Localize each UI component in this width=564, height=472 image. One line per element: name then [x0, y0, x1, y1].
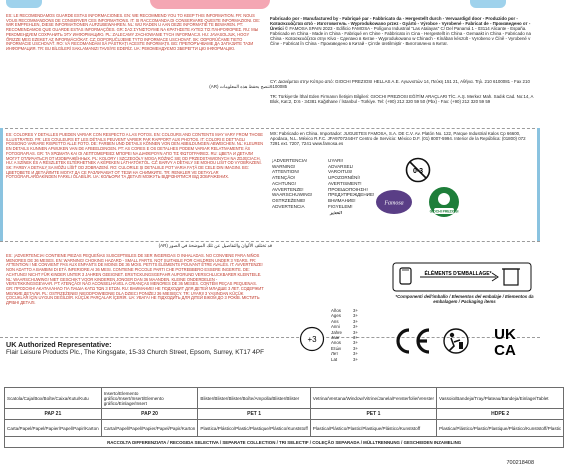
tidyman-icon [443, 326, 469, 356]
table-cell: Vetrina/Ventana/Window/Vitrine/Janela/Fensterfolie/Venster [310, 388, 436, 409]
packaging-components: *Componenti dell'imballo / Elementos del embalaje / Elementos da embalagem / Packaging items [395, 294, 534, 305]
table-cell: PAP 21 [5, 409, 102, 420]
table-cell: Plastica/Plástico/Plastic/Plastique/Plástico/Kunststoff/Plastic [437, 420, 564, 437]
warning-words-col2: UYARI! ADVARSEL! VAROITUS! UPOZORNĚNÍ! AVERTISMENT! ΠΡΟΕΙΔΟΠΟΙΗΣΗ! ПРЕДУПРЕЖДЕНИЕ! ВНИМАНИЕ! FIGYELEM! [328, 158, 375, 209]
svg-text:UK: UK [494, 326, 516, 343]
recycling-table [4, 387, 564, 448]
warning-block-2: ES: COLORES Y DETALLES PUEDEN VARIAR CON RESPECTO A LAS FOTOS. EN: COLOURS AND CONTENTS MAY VARY FROM THOSE ILLUSTRATED. FR: LES COULEURS ET LES DÉTAILS PEUVENT VARIER PAR RAPPORT AUX PHOTOS. IT: COLORI E DETTAGLI POSSONO VARIARE RISPETTO ALLE FOTO. DE: FARBEN UND DETAILS KÖNNEN VON DEN ABBILDUNGEN ABWEICHEN. NL: KLEUREN EN DETAILS KUNNEN AFWIJKEN VAN DE AFBEELDINGEN. PT: AS CORES E OS DETALHES PODEM VARIAR RELATIVAMENTE ÀS FOTOGRAFIAS. GR: ΤΑ ΧΡΩΜΑΤΑ ΚΑΙ ΟΙ ΛΕΠΤΟΜΕΡΕΙΕΣ ΜΠΟΡΕΙ ΝΑ ΔΙΑΦΕΡΟΥΝ ΑΠΟ ΤΙΣ ΦΩΤΟΓΡΑΦΙΕΣ. RU: ЦВЕТА И ДЕТАЛИ МОГУТ ОТЛИЧАТЬСЯ ОТ ИЗОБРАЖЁННЫХ. PL: KOLORY I SZCZEGÓŁY MOGĄ RÓŻNIĆ SIĘ OD PRZEDSTAWIONYCH NA ZDJĘCIACH. HU: A SZÍNEK ÉS A RÉSZLETEK ELTÉRHETNEK A KÉPEKEN LÁTHATÓKTÓL. CZ: BARVY A DETAILY SE MOHOU LIŠIT OD VYOBRAZENÍ. SK: FARBY A DETAILY SA MÔŽU LÍŠIŤ OD ZOBRAZENÍ. RO: CULORILE ȘI DETALIILE POT VARIA FAȚĂ DE CELE DIN IMAGINI. BG: ЦВЕТОВЕТЕ И ДЕТАЙЛИТЕ МОГАТ ДА СЕ РАЗЛИЧАВАТ ОТ ТЕЗИ НА СНИМКИТЕ. TR: RENKLER VE DETAYLAR FOTOĞRAFLARDAKİNDEN FARKLI OLABİLİR. UA: КОЛЬОРИ ТА ДЕТАЛІ МОЖУТЬ ВІДРІЗНЯТИСЯ ВІД ЗОБРАЖЕНИХ. [6, 132, 264, 180]
giochi-preziosi-logo-icon [428, 186, 460, 218]
svg-text:ÉLÉMENTS D'EMBALLAGE*: ÉLÉMENTS D'EMBALLAGE* [424, 271, 492, 277]
table-cell: Carta/Papel/Papel/Papier/Papel/Papir/Karton [101, 420, 198, 437]
ce-mark-icon [392, 326, 432, 356]
table-cell: Carta/Papel/Papel/Papier/Papel/Papir/Karton [5, 420, 102, 437]
table-cell: Blister/Blister/Blister/Boîte/Ampolla/Blister/Blister [198, 388, 310, 409]
table-cell: HDPE 2 [437, 409, 564, 420]
blue-tab-left [6, 0, 42, 8]
side-band-left [0, 128, 3, 241]
age-plus-3-icon [299, 326, 325, 352]
svg-text:GIOCHI PREZIOSI: GIOCHI PREZIOSI [429, 209, 459, 214]
blue-tab-right [470, 0, 506, 8]
side-band-right [537, 128, 540, 241]
warning-block-1: ES: LE RECOMENDAMOS GUARDE ESTAS INFORMACIONES. EN: WE RECOMMEND YOU TO KEEP THIS INFORMATION. FR: NOUS VOUS RECOMMANDONS DE CONSERVER CES INFORMATIONS. IT: SI RACCOMANDA DI CONSERVARE QUESTE INFORMAZIONI. DE: WIR EMPFEHLEN, DIESE INFORMATIONEN AUFZUBEWAHREN. NL: WIJ RADEN U AAN DEZE INFORMATIE TE BEWAREN. PT: RECOMENDAMOS QUE GUARDE ESTAS INFORMAÇÕES. GR: ΣΑΣ ΣΥΝΙΣΤΟΥΜΕ ΝΑ ΚΡΑΤΗΣΕΤΕ ΑΥΤΕΣ ΤΙΣ ΠΛΗΡΟΦΟΡΙΕΣ. RU: МЫ РЕКОМЕНДУЕМ СОХРАНИТЬ ЭТУ ИНФОРМАЦИЮ. PL: ZALECAMY ZACHOWANIE TYCH INFORMACJI. HU: JAVASOLJUK, HOGY ŐRIZZE MEG EZEKET AZ INFORMÁCIÓKAT. CZ: DOPORUČUJEME TYTO INFORMACE USCHOVAT. SK: ODPORÚČAME TIETO INFORMÁCIE USCHOVAŤ. RO: VĂ RECOMANDĂM SĂ PĂSTRAȚI ACESTE INFORMAȚII. BG: ПРЕПОРЪЧВАМЕ ДА ЗАПАЗИТЕ ТАЗИ ИНФОРМАЦИЯ. TR: BU BİLGİLERİ SAKLAMANIZI TAVSİYE EDERİZ. UA: РЕКОМЕНДУЄМО ЗБЕРЕГТИ ЦЮ ІНФОРМАЦІЮ. [6, 13, 260, 51]
uk-rep-address: Flair Leisure Products Plc., The Kingsgate, 15-33 Church Street, Epsom, Surrey, KT17 4PF [6, 349, 264, 356]
table-cell: PET 1 [310, 409, 436, 420]
table-row [5, 409, 564, 420]
table-cell: Vassoio/Bandeja/Tray/Plateau/Bandeja/Einlage/Tablet [437, 388, 564, 409]
svg-text:+3: +3 [307, 335, 317, 344]
lang-ages: 3+ 3+ 3+ 3+ 3+ 3+ 3+ 3+ 3+ 3+ [353, 308, 359, 362]
table-cell: Plastica/Plástico/Plastic/Plastique/Plástico/Kunststoff [310, 420, 436, 437]
cyprus-block: CY: Διανέμεται στην Κύπρο από: GIOCHI PREZIOSI HELLAS A.E. Αγωνιστών 14, Πεύκη 151 21, Αθήνα. Τηλ. 210 6100081 - Fax 210 6100085 [270, 79, 530, 90]
table-cell: PAP 20 [101, 409, 198, 420]
table-cell: Plastica/Plástico/Plastic/Plastique/Plástico/Kunststoff [198, 420, 310, 437]
table-cell: PET 1 [198, 409, 310, 420]
age-label: 0-3 [412, 168, 424, 175]
svg-text:Famosa: Famosa [384, 200, 404, 207]
mexico-block: MX: Fabricado en China. Importador: JUGUETES FAMOSA, S.A. DE C.V. Av. Platón No. 122, Parque Industrial Kalos Cp 66600, Apodaca, N.L. México R.F.C. JFA9707244H7 Centro de Servicio: México D.F. (01) 8007-5994. Interior de la República: (01800) 072 7291 ext. 7207, 7241 www.famosa.es [270, 131, 526, 147]
fold-line-middle [0, 241, 540, 242]
table-cell: Inserto/Elemento gráfico/Insert/Insert/Elemento gráfico/Einlage/Insert [101, 388, 198, 409]
warning-arabic: تحذير! [330, 210, 342, 215]
brand-logo-fragment [150, 0, 270, 9]
warning-block-3: ES: ¡ADVERTENCIA! CONTIENE PIEZAS PEQUEÑAS SUSCEPTIBLES DE SER INGERIDAS O INHALADAS. NO CONVIENE PARA NIÑOS MENORES DE 36 MESES. EN: WARNING! CHOKING HAZARD - SMALL PARTS. NOT SUITABLE FOR CHILDREN UNDER 3 YEARS. FR: ATTENTION ! NE CONVIENT PAS AUX ENFANTS DE MOINS DE 36 MOIS. PETITS ÉLÉMENTS POUVANT ÊTRE AVALÉS. IT: AVVERTENZE! NON ADATTO A BAMBINI DI ETÀ INFERIORE AI 36 MESI. CONTIENE PICCOLE PARTI CHE POTREBBERO ESSERE INGERITE. DE: ACHTUNG! NICHT FÜR KINDER UNTER 3 JAHREN GEEIGNET. ERSTICKUNGSGEFAHR AUFGRUND VERSCHLUCKBARER KLEINTEILE. NL: WAARSCHUWING! NIET GESCHIKT VOOR KINDEREN JONGER DAN 36 MAANDEN. KLEINE ONDERDELEN - VERSTIKKINGSGEVAAR. PT: ATENÇÃO! NÃO ACONSELHÁVEL A CRIANÇAS MENORES DE 36 MESES. CONTÉM PEÇAS PEQUENAS. GR: ΠΡΟΣΟΧΗ! ΑΚΑΤΑΛΛΗΛΟ ΓΙΑ ΠΑΙΔΙΑ ΚΑΤΩ ΤΩΝ 3 ΕΤΩΝ. RU: ВНИМАНИЕ! НЕ ПОДХОДИТ ДЛЯ ДЕТЕЙ МЛАДШЕ 3 ЛЕТ. СОДЕРЖИТ МЕЛКИЕ ДЕТАЛИ. PL: OSTRZEŻENIE! NIEODPOWIEDNIE DLA DZIECI PONIŻEJ 36 MIESIĘCY. TR: UYARI! 3 YAŞINDAN KÜÇÜK ÇOCUKLAR İÇİN UYGUN DEĞİLDİR. KÜÇÜK PARÇALAR İÇERİR. UA: УВАГА! НЕ ПІДХОДИТЬ ДЛЯ ДІТЕЙ ВІКОМ ДО 3 РОКІВ. МІСТИТЬ ДРІБНІ ДЕТАЛІ. [6, 253, 264, 306]
warning-words-col1: ¡ADVERTENCIA! WARNING! ATTENTION! ATENÇÃO! ACHTUNG! AVVERTENZE! WAARSCHUWING! OSTRZEŻENIE! ADVERTENCIA [272, 158, 313, 209]
lang-codes: Años Ages Ans Anni Jahre Jaar Anos Ετών Лет Lat [331, 308, 342, 362]
table-row [5, 420, 564, 437]
top-strip [0, 0, 540, 10]
manufacturer-block: Fabricado por - Manufactured by - Fabriqué par - Fabbricato da - Hergestellt durch - Vervaardigd door - Produzido por - Κατασκευάζεται από - Изготовитель - Wyprodukowano przez - Gyártó - Výrobce - Vyrobené - Fabricat de - Произведено от - Üretici © FAMOSA SPAIN 2023 - Edificio FAMOSA - Polígono Industrial "Las Atalayas" C/ Del Panamá 1 - 03114 Alicante - España. Fabricado en China - Made in China - Fabriqué en Chine - Fabbricato in Cina - Hergestellt in China - Gemaakt in China - Fabricado na China - Κατασκευάζεται στην Κίνα - Сделано в Китае - Wyprodukowano w Chinach - Kínában készült - Vyrobeno v Číně - Vyrobené v Číne - Fabricat în China - Произведено в Китай - Çin'de üretilmiştir - Виготовлено в Китаї. [270, 16, 531, 47]
product-code: 700218408 [506, 460, 534, 466]
table-row [5, 388, 564, 409]
arabic-line-2: قد تختلف الألوان والتفاصيل عن تلك الموضحة في الصور (AR) [158, 243, 272, 248]
svg-text:CA: CA [494, 342, 516, 359]
ukca-mark-icon [482, 324, 528, 358]
turkey-block: TR: Türkiye'de İthal Eden Firmanın İletişim Bilgileri: GIOCHI PREZIOSI EĞİTİM ARAÇLARI TİC. A.Ş. Merkez Mah. Sadık Cad. No:14, A Blok, Kat:2, D:6 - 34381 Kağıthane / İstanbul - Türkiye. Tel: (+90) 212 320 59 50 (Pbx) - Fax: (+90) 212 320 59 59 [270, 94, 534, 105]
packaging-elements-icon [392, 262, 532, 292]
table-cell: Scatola/Caja/Box/Boîte/Caixa/Kutu/Kutu [5, 388, 102, 409]
fold-line-upper [0, 128, 540, 129]
table-footer: RACCOLTA DIFFERENZIATA / RECOGIDA SELECTIVA / SEPARATE COLLECTION / TRI SELECTIF / COLEÇÃO SEPARADA / MÜLLTRENNUNG / GESCHEIDEN INZAMELING [5, 437, 564, 448]
arabic-line-1: ننصح بحفظ هذه المعلومات (AR) [209, 84, 270, 89]
uk-rep-title: UK Authorized Representative: [6, 340, 112, 349]
famosa-logo-icon [375, 189, 413, 215]
age-0-3-warning-icon [405, 157, 431, 183]
table-row [5, 437, 564, 448]
